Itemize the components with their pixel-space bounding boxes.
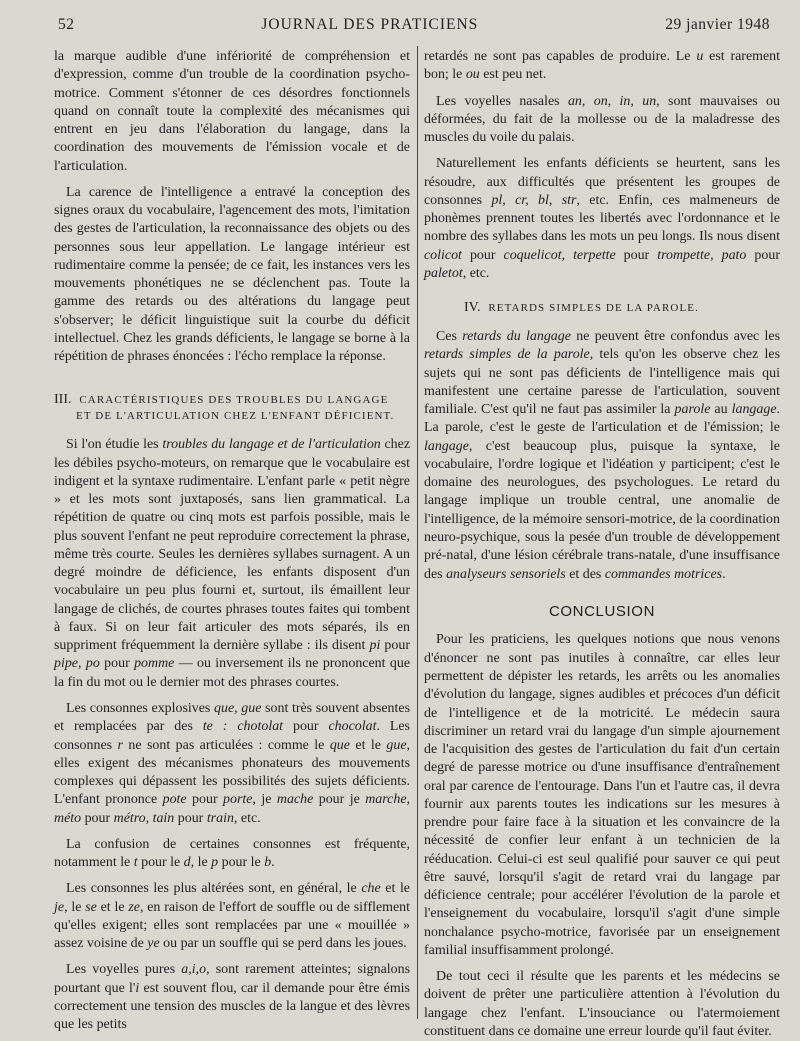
paragraph: De tout ceci il résulte que les parents et les médecins se doivent de prêter une particulière attention à l'évolution du langage chez l'enfant. L'insouciance ou l'atermoiement constituent dans ce domaine une erreur lourde qu'il faut éviter. <box>424 969 780 1040</box>
paragraph: Les consonnes explosives que, gue sont très souvent absentes et remplacées par des te : chotolat pour chocolat. Les consonnes r ne sont pas articulées : comme le que et le gue, elles exigent des mécanismes phonateurs des mouvements complexes qui dépassent les possibilités des sujets déficients. L'enfant prononce pote pour porte, je mache pour je marche, méto pour métro, tain pour train, etc. <box>54 700 411 826</box>
paragraph: Les voyelles pures a,i,o, sont rarement atteintes; signalons pourtant que l'i est souvent flou, car il demande pour être émis correctement une tension des muscles de la langue et des lèvres que les petits <box>54 962 410 1033</box>
right-column <box>424 48 781 1040</box>
section-heading-3 <box>54 391 410 425</box>
page-header <box>58 12 770 38</box>
paragraph: La confusion de certaines consonnes est fréquente, notamment le t pour le d, le p pour le b. <box>54 836 410 871</box>
paragraph: La carence de l'intelligence a entravé la conception des signes oraux du vocabulaire, l'agencement des mots, l'imitation des gestes de l'articulation, la reconnaissance des objets ou des personnes sous leur appellation. Le langage intérieur est rudimentaire comme la pensée; de ce fait, les instances vers les mouvements phonétiques ne se déclenchent pas. Toute la gamme des retards ou des altérations du langage peut s'observer; le déficit linguistique suit la courbe du déficit intellectuel. Chez les grands déficients, le langage se borne à la répétition de phrases énoncées : l'écho remplace la réponse. <box>54 184 410 365</box>
column-divider <box>417 46 418 1019</box>
section-number: IV. <box>464 300 481 316</box>
paragraph: Naturellement les enfants déficients se heurtent, sans les résoudre, aux difficultés que présentent les groupes de consonnes pl, cr, bl, str, etc. Enfin, ces malmeneurs de phonèmes prennent toutes les libertés avec l'ordonnance et le nombre des syllabes dans les mots un peu longs. Ils nous disent colicot pour coquelicot, terpette pour trompette, pato pour paletot, etc. <box>424 156 780 281</box>
paragraph: Pour les praticiens, les quelques notions que nous venons d'énoncer ne sont pas inutiles à connaître, car elles leur permettent de dépister les retards, les arrêts ou les anomalies d'évolution du langage, signes audibles et précoces d'un déficit de l'intelligence et de la motricité. Le médecin saura discriminer un retard vrai du langage d'un simple ajournement de l'acquisition des gestes de l'articulation du fait d'un certain degré de paresse motrice ou d'une insuffisance d'entraînement oral par carence de l'entourage. Dans l'un et l'autre cas, il devra fournir aux parents toutes les indications sur les mesures à prendre pour faire face à la situation et les convaincre de la nécessité de confier leur enfant à un technicien de la rééducation. Celui-ci est seul qualifié pour sauver ce qui peut être sauvé, lorsqu'il s'agit de retard vrai du langage par déficience centrale; pour accélérer l'évolution de la parole et l'enseignement du vocabulaire, lorsqu'il s'agit d'une simple nonchalance psycho-motrice, favorisée par un enseignement familial insuffisamment prolongé. <box>424 632 780 958</box>
paragraph: Les consonnes les plus altérées sont, en général, le che et le je, le se et le ze, en raison de l'effort de souffle ou de sifflement qu'elles exigent; elles sont remplacées par une « mouillée » assez voisine de ye ou par un souffle qui se perd dans les joues. <box>54 881 411 952</box>
paragraph: Si l'on étudie les troubles du langage et de l'articulation chez les débiles psycho-moteurs, on remarque que le vocabulaire est indigent et la syntaxe rudimentaire. L'enfant parle « petit nègre » et les mots sont juxtaposés, sans lien grammatical. La répétition de quatre ou cinq mots est parfois possible, mais le plus souvent l'enfant ne peut reproduire correctement la phrase, même très courte. Seules les dernières syllabes surnagent. A un degré moindre de déficience, les enfants disposent d'un vocabulaire un peu plus fourni et, surtout, ils émaillent leur langage de clichés, de courtes phrases toutes faites qui tombent à faux. Si on leur fait articuler des mots séparés, ils en suppriment fréquemment la dernière syllabe : ils disent pi pour pipe, po pour pomme — ou inversement ils ne prononcent que la fin du mot ou le dernier mot des phrases courtes. <box>54 437 411 690</box>
section-heading-4 <box>464 299 780 318</box>
section-title-line: RETARDS SIMPLES DE LA PAROLE. <box>488 302 699 315</box>
section-number: III. <box>54 391 72 407</box>
paragraph: retardés ne sont pas capables de produire. Le u est rarement bon; le ou est peu net. <box>424 49 780 83</box>
paragraph: Les voyelles nasales an, on, in, un, sont mauvaises ou déformées, du fait de la mollesse ou de la maladresse des muscles du voile du palais. <box>424 93 780 146</box>
left-column <box>54 48 411 1033</box>
section-title-line: ET DE L'ARTICULATION CHEZ L'ENFANT DÉFICIENT. <box>76 410 395 423</box>
issue-date: 29 janvier 1948 <box>665 16 770 33</box>
paragraph: la marque audible d'une infériorité de compréhension et d'expression, comme d'un trouble de la coordination psycho-motrice. Comment s'étonner de ces désordres fonctionnels quand on connaît toute la complexité des mécanismes qui entrent en jeu dans l'élaboration du langage, dans la coordination des mouvements de l'émission vocale et de l'articulation. <box>54 49 410 174</box>
conclusion-heading: CONCLUSION <box>548 602 655 620</box>
section-title-line: CARACTÉRISTIQUES DES TROUBLES DU LANGAGE <box>79 393 389 406</box>
journal-title: JOURNAL DES PRATICIENS <box>261 16 479 33</box>
page-number: 52 <box>58 16 75 33</box>
paragraph: Ces retards du langage ne peuvent être confondus avec les retards simples de la parole, tels qu'on les observe chez les sujets qui ne sont pas déficients de l'intelligence mais qui manifestent une certaine paresse de l'articulation, souvent familiale. C'est qu'il ne faut pas assimiler la parole au langage. La parole, c'est le geste de l'articulation et de l'émission; le langage, c'est beaucoup plus, puisque la syntaxe, le vocabulaire, l'ordre logique et l'idéation y participent; c'est le domaine des neurologues, des psychologues. Le retard du langage implique un trouble central, une anomalie de l'intelligence, de la mémoire sensori-motrice, de la coordination neuro-psychique, sous la pesée d'un trouble de développement pré-natal, d'une lésion cérébrale trans-natale, d'une insuffisance des analyseurs sensoriels et des commandes motrices. <box>424 329 781 582</box>
